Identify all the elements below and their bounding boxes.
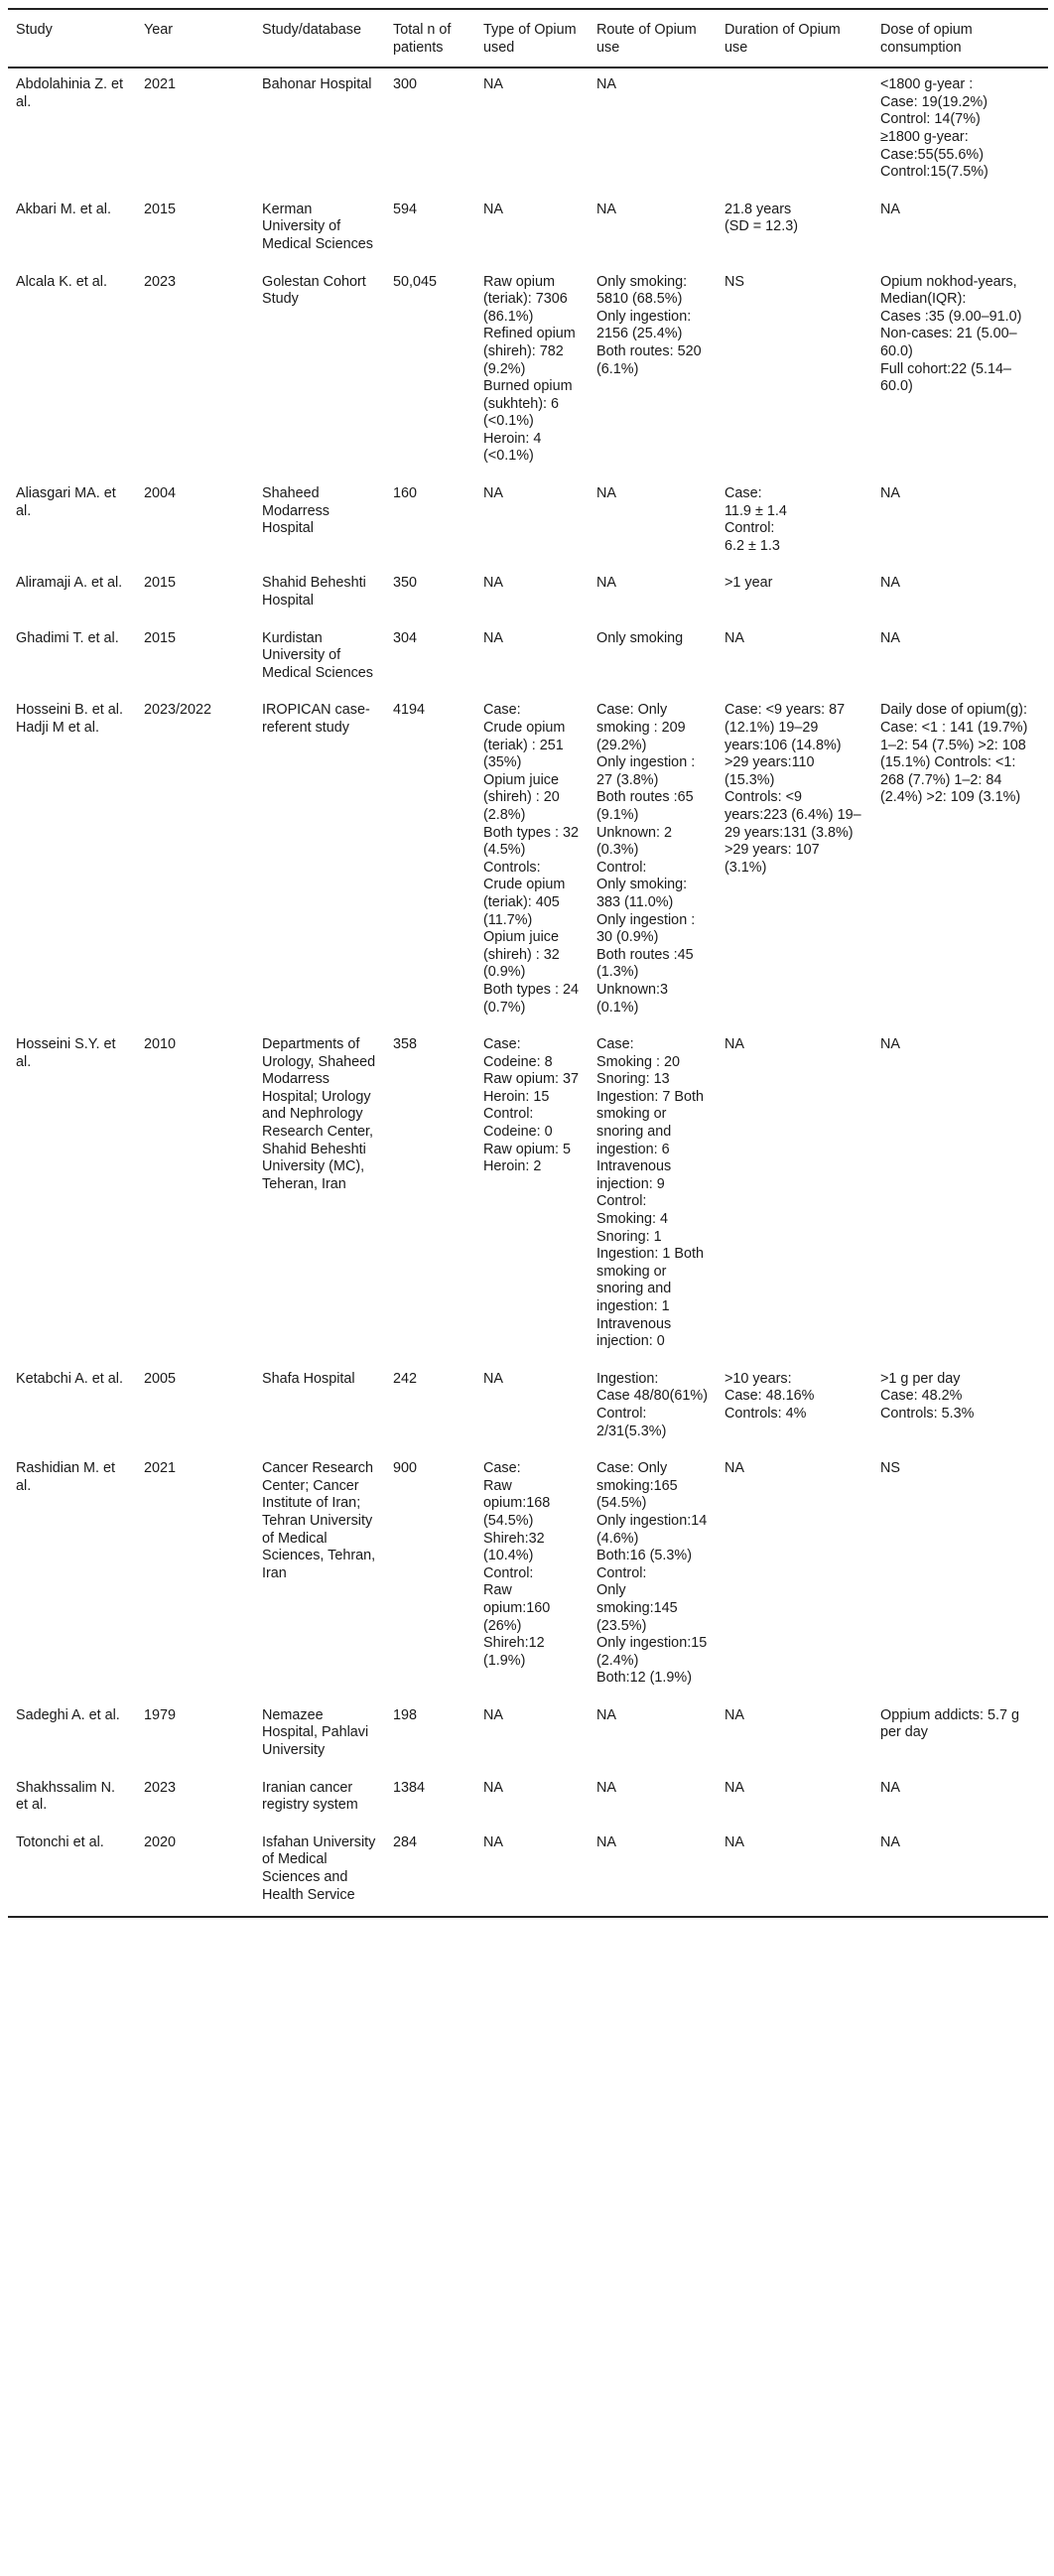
- cell-year: 2015: [144, 575, 177, 592]
- cell-opium-type: Case: Raw opium:168 (54.5%) Shireh:32 (10.4%) Control: Raw opium:160 (26%) Shireh:12 (1.9%): [483, 1460, 551, 1669]
- cell-database: Kurdistan University of Medical Sciences: [262, 629, 373, 681]
- cell-total-patients: 300: [393, 76, 418, 93]
- cell-opium-type: NA: [483, 1779, 503, 1796]
- cell-opium-duration: 21.8 years (SD = 12.3): [725, 201, 798, 235]
- cell-opium-duration: NA: [725, 629, 744, 646]
- cell-study: Shakhssalim N. et al.: [16, 1779, 115, 1814]
- header-opium-route: Route of Opium use: [596, 22, 697, 56]
- cell-study: Abdolahinia Z. et al.: [16, 76, 124, 110]
- cell-opium-route: Ingestion: Case 48/80(61%) Control: 2/31(5.3%): [596, 1370, 708, 1439]
- cell-database: Bahonar Hospital: [262, 76, 372, 93]
- cell-opium-duration: NA: [725, 1833, 744, 1850]
- cell-study: Rashidian M. et al.: [16, 1460, 115, 1494]
- cell-study: Hosseini S.Y. et al.: [16, 1036, 116, 1070]
- cell-opium-type: NA: [483, 201, 503, 217]
- cell-total-patients: 350: [393, 575, 418, 592]
- cell-opium-duration: Case: <9 years: 87 (12.1%) 19–29 years:106 (14.8%) >29 years:110 (15.3%) Controls: <9 years:223 (6.4%) 19–29 years:131 (3.8%) >29 years: 107 (3.1%): [725, 702, 861, 876]
- cell-year: 2015: [144, 201, 177, 217]
- cell-opium-route: Only smoking: [596, 629, 684, 646]
- cell-opium-route: NA: [596, 76, 616, 93]
- cell-database: Iranian cancer registry system: [262, 1779, 358, 1814]
- cell-opium-dose: >1 g per day Case: 48.2% Controls: 5.3%: [880, 1370, 975, 1422]
- table-row: [8, 1452, 1048, 1699]
- cell-year: 2021: [144, 1460, 177, 1477]
- cell-opium-dose: NA: [880, 485, 900, 502]
- table-row: [8, 1028, 1048, 1363]
- cell-opium-dose: NA: [880, 1833, 900, 1850]
- cell-year: 2010: [144, 1036, 177, 1053]
- cell-total-patients: 4194: [393, 702, 426, 719]
- cell-opium-route: NA: [596, 575, 616, 592]
- cell-year: 2004: [144, 485, 177, 502]
- cell-opium-type: NA: [483, 575, 503, 592]
- cell-opium-dose: Opium nokhod-years, Median(IQR): Cases :35 (9.00–91.0) Non-cases: 21 (5.00–60.0) Full cohort:22 (5.14–60.0): [880, 273, 1022, 395]
- cell-opium-duration: NA: [725, 1460, 744, 1477]
- cell-opium-type: NA: [483, 1706, 503, 1723]
- cell-study: Aliasgari MA. et al.: [16, 485, 116, 519]
- cell-total-patients: 900: [393, 1460, 418, 1477]
- cell-opium-route: Case: Only smoking:165 (54.5%) Only ingestion:14 (4.6%) Both:16 (5.3%) Control: Only smoking:145 (23.5%) Only ingestion:15 (2.4%) Both:12 (1.9%): [596, 1460, 708, 1687]
- cell-opium-dose: NA: [880, 1779, 900, 1796]
- cell-total-patients: 198: [393, 1706, 418, 1723]
- cell-opium-dose: NA: [880, 575, 900, 592]
- header-opium-dose: Dose of opium consumption: [880, 22, 973, 56]
- cell-year: 2023: [144, 1779, 177, 1796]
- cell-database: Nemazee Hospital, Pahlavi University: [262, 1706, 369, 1759]
- cell-study: Ghadimi T. et al.: [16, 629, 119, 646]
- cell-opium-duration: Case: 11.9 ± 1.4 Control: 6.2 ± 1.3: [725, 485, 787, 554]
- table-row: [8, 694, 1048, 1028]
- cell-study: Aliramaji A. et al.: [16, 575, 123, 592]
- cell-opium-dose: Daily dose of opium(g): Case: <1 : 141 (19.7%) 1–2: 54 (7.5%) >2: 108 (15.1%) Controls: <1: 268 (7.7%) 1–2: 84 (2.4%) >2: 109 (3.1%): [880, 702, 1028, 806]
- cell-year: 1979: [144, 1706, 177, 1723]
- header-opium-duration: Duration of Opium use: [725, 22, 841, 56]
- table-row: [8, 622, 1048, 695]
- cell-year: 2023: [144, 273, 177, 290]
- cell-year: 2020: [144, 1833, 177, 1850]
- table-row: [8, 1772, 1048, 1827]
- cell-study: Alcala K. et al.: [16, 273, 107, 290]
- cell-opium-duration: [717, 68, 872, 194]
- cell-database: Kerman University of Medical Sciences: [262, 201, 373, 252]
- cell-opium-dose: NA: [880, 1036, 900, 1053]
- cell-year: 2021: [144, 76, 177, 93]
- cell-study: Akbari M. et al.: [16, 201, 111, 217]
- cell-opium-route: NA: [596, 1833, 616, 1850]
- cell-database: Shahid Beheshti Hospital: [262, 575, 366, 610]
- table-row: [8, 1699, 1048, 1772]
- cell-opium-type: Case: Codeine: 8 Raw opium: 37 Heroin: 15 Control: Codeine: 0 Raw opium: 5 Heroin: 2: [483, 1036, 579, 1175]
- cell-database: Cancer Research Center; Cancer Institute of Iran; Tehran University of Medical Sciences, Tehran, Iran: [262, 1460, 376, 1581]
- cell-opium-type: Case: Crude opium (teriak) : 251 (35%) Opium juice (shireh) : 20 (2.8%) Both types : 32 (4.5%) Controls: Crude opium (teriak): 405 (11.7%) Opium juice (shireh) : 32 (0.9%) Both types : 24 (0.7%): [483, 702, 579, 1016]
- header-study: Study: [16, 22, 53, 38]
- cell-total-patients: 304: [393, 629, 418, 646]
- cell-opium-duration: NS: [725, 273, 744, 290]
- cell-database: Shaheed Modarress Hospital: [262, 485, 329, 537]
- cell-opium-type: NA: [483, 76, 503, 93]
- cell-total-patients: 242: [393, 1370, 418, 1387]
- table-row: [8, 266, 1048, 478]
- cell-opium-type: Raw opium (teriak): 7306 (86.1%) Refined opium (shireh): 782 (9.2%) Burned opium (sukhteh): 6 (<0.1%) Heroin: 4 (<0.1%): [483, 273, 576, 465]
- cell-total-patients: 50,045: [393, 273, 438, 290]
- header-total-patients: Total n of patients: [393, 22, 452, 56]
- cell-opium-route: NA: [596, 485, 616, 502]
- cell-opium-dose: NS: [880, 1460, 900, 1477]
- cell-opium-dose: Oppium addicts: 5.7 g per day: [880, 1706, 1019, 1741]
- table-row: [8, 567, 1048, 621]
- cell-study: Totonchi et al.: [16, 1833, 104, 1850]
- cell-opium-type: NA: [483, 485, 503, 502]
- cell-opium-route: Case: Only smoking : 209 (29.2%) Only ingestion : 27 (3.8%) Both routes :65 (9.1%) Unknown: 2 (0.3%) Control: Only smoking: 383 (11.0%) Only ingestion : 30 (0.9%) Both routes :45 (1.3%) Unknown:3 (0.1%): [596, 702, 696, 1016]
- cell-total-patients: 160: [393, 485, 418, 502]
- table-body: [8, 68, 1048, 1917]
- cell-year: 2023/2022: [144, 702, 212, 719]
- cell-opium-duration: NA: [725, 1706, 744, 1723]
- cell-opium-route: Case: Smoking : 20 Snoring: 13 Ingestion: 7 Both smoking or snoring and ingestion: 6 Intravenous injection: 9 Control: Smoking: 4 Snoring: 1 Ingestion: 1 Both smoking or snoring and ingestion: 1 Intravenous injection: 0: [596, 1036, 705, 1350]
- table-row: [8, 1827, 1048, 1917]
- header-row: [8, 9, 1048, 68]
- cell-study: Hosseini B. et al. Hadji M et al.: [16, 702, 123, 736]
- cell-total-patients: 594: [393, 201, 418, 217]
- cell-total-patients: 284: [393, 1833, 418, 1850]
- cell-opium-dose: NA: [880, 629, 900, 646]
- table-row: [8, 477, 1048, 567]
- cell-database: Isfahan University of Medical Sciences and Health Service: [262, 1833, 376, 1903]
- table-row: [8, 1363, 1048, 1452]
- table-row: [8, 194, 1048, 266]
- cell-opium-type: NA: [483, 629, 503, 646]
- cell-opium-route: NA: [596, 1779, 616, 1796]
- cell-database: IROPICAN case-referent study: [262, 702, 370, 736]
- cell-database: Shafa Hospital: [262, 1370, 355, 1387]
- cell-opium-type: NA: [483, 1833, 503, 1850]
- header-database: Study/database: [262, 22, 362, 38]
- cell-opium-route: NA: [596, 1706, 616, 1723]
- cell-opium-route: Only smoking: 5810 (68.5%) Only ingestion: 2156 (25.4%) Both routes: 520 (6.1%): [596, 273, 702, 377]
- cell-opium-duration: >1 year: [725, 575, 773, 592]
- opium-studies-table: [8, 8, 1048, 1918]
- table-row: [8, 68, 1048, 194]
- header-year: Year: [144, 22, 174, 38]
- cell-opium-type: NA: [483, 1370, 503, 1387]
- cell-database: Golestan Cohort Study: [262, 273, 366, 308]
- cell-opium-dose: <1800 g-year : Case: 19(19.2%) Control: 14(7%) ≥1800 g-year: Case:55(55.6%) Control:15(7.5%): [880, 76, 988, 181]
- cell-study: Sadeghi A. et al.: [16, 1706, 120, 1723]
- cell-opium-route: NA: [596, 201, 616, 217]
- cell-total-patients: 358: [393, 1036, 418, 1053]
- cell-database: Departments of Urology, Shaheed Modarress Hospital; Urology and Nephrology Research Center, Shahid Beheshti University (MC), Teheran, Iran: [262, 1036, 376, 1192]
- header-opium-type: Type of Opium used: [483, 22, 577, 56]
- cell-year: 2015: [144, 629, 177, 646]
- cell-opium-duration: >10 years: Case: 48.16% Controls: 4%: [725, 1370, 815, 1422]
- cell-study: Ketabchi A. et al.: [16, 1370, 123, 1387]
- cell-opium-dose: NA: [880, 201, 900, 217]
- cell-opium-duration: NA: [725, 1779, 744, 1796]
- cell-opium-duration: NA: [725, 1036, 744, 1053]
- cell-total-patients: 1384: [393, 1779, 426, 1796]
- cell-year: 2005: [144, 1370, 177, 1387]
